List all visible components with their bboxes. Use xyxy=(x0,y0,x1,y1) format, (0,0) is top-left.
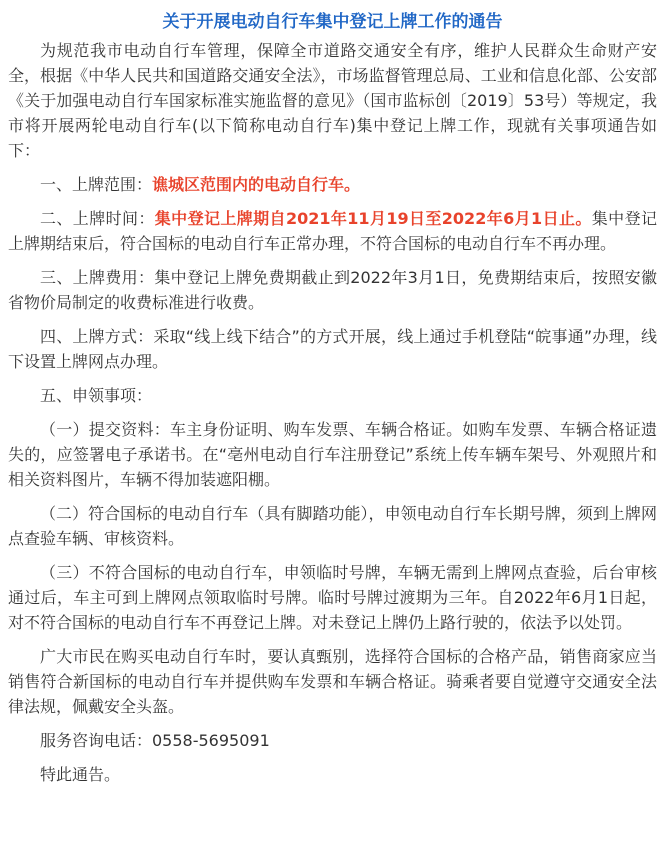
application-item-documents: （一）提交资料：车主身份证明、购车发票、车辆合格证。如购车发票、车辆合格证遗失的，应签署电子承诺书。在“亳州电动自行车注册登记”系统上传车辆车架号、外观照片和相关资料图片，车辆不得加装遮阳棚。 xyxy=(8,420,657,489)
application-item-temporary-plate: （三）不符合国标的电动自行车，申领临时号牌，车辆无需到上牌网点查验，后台审核通过后，车主可到上牌网点领取临时号牌。临时号牌过渡期为三年。自2022年6月1日起，对不符合国标的电动自行车不再登记上牌。对未登记上牌仍上路行驶的，依法予以处罚。 xyxy=(8,563,657,632)
section-application-heading: 五、申领事项： xyxy=(40,386,153,405)
section-time-highlight: 集中登记上牌期自2021年11月19日至2022年6月1日止。 xyxy=(154,209,592,228)
section-scope-highlight: 谯城区范围内的电动自行车。 xyxy=(152,175,361,194)
signoff: 特此通告。 xyxy=(40,765,121,784)
service-hotline: 服务咨询电话：0558-5695091 xyxy=(40,731,270,750)
section-time-text: 集中登记上牌期结束后，符合国标的电动自行车正常办理，不符合国标的电动自行车不再办理。 xyxy=(8,209,657,253)
closing-paragraph: 广大市民在购买电动自行车时，要认真甄别，选择符合国标的合格产品，销售商家应当销售符合新国标的电动自行车并提供购车发票和车辆合格证。骑乘者要自觉遵守交通安全法律法规，佩戴安全头盔。 xyxy=(8,647,657,716)
section-time xyxy=(8,206,657,256)
application-item-standard-plate: （二）符合国标的电动自行车（具有脚踏功能），申领电动自行车长期号牌，须到上牌网点查验车辆、审核资料。 xyxy=(8,504,657,548)
notice-title: 关于开展电动自行车集中登记上牌工作的通告 xyxy=(162,12,503,32)
section-fee: 三、上牌费用：集中登记上牌免费期截止到2022年3月1日，免费期结束后，按照安徽省物价局制定的收费标准进行收费。 xyxy=(8,268,657,312)
section-scope-label: 一、上牌范围： xyxy=(40,175,153,194)
section-method: 四、上牌方式：采取“线上线下结合”的方式开展，线上通过手机登陆“皖事通”办理，线下设置上牌网点办理。 xyxy=(8,327,657,371)
section-time-label: 二、上牌时间： xyxy=(40,209,155,228)
intro-paragraph: 为规范我市电动自行车管理，保障全市道路交通安全有序，维护人民群众生命财产安全，根据《中华人民共和国道路交通安全法》，市场监督管理总局、工业和信息化部、公安部《关于加强电动自行车国家标准实施监督的意见》（国市监标创〔2019〕53号）等规定，我市将开展两轮电动自行车(以下简称电动自行车)集中登记上牌工作，现就有关事项通告如下： xyxy=(8,41,657,160)
section-scope xyxy=(8,172,657,197)
